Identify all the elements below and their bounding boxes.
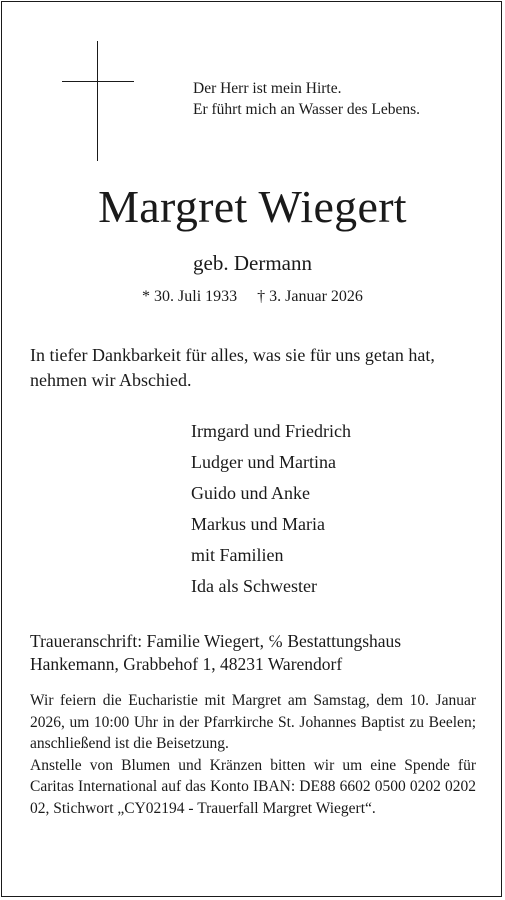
maiden-name: geb. Dermann (193, 251, 312, 275)
mourner-entry: Ida als Schwester (191, 576, 317, 596)
mourner-entry: Markus und Maria (191, 514, 325, 534)
cross-horizontal-bar (62, 81, 134, 82)
farewell-intro: In tiefer Dankbarkeit für alles, was sie für uns getan hat, nehmen wir Abschied. (30, 345, 435, 390)
address-line-1: Traueranschrift: Familie Wiegert, ℅ Bestattungshaus (30, 631, 402, 651)
deceased-name: Margret Wiegert (98, 181, 407, 232)
service-info (30, 690, 476, 819)
life-dates (0, 286, 505, 308)
cross-vertical-bar (97, 41, 98, 161)
birth-date: * 30. Juli 1933 (142, 288, 238, 305)
mourner-entry: mit Familien (191, 545, 284, 565)
mourning-address (30, 630, 480, 676)
mourners-list (191, 416, 351, 602)
address-line-2: Hankemann, Grabbehof 1, 48231 Warendorf (30, 654, 343, 674)
mourner-entry: Guido und Anke (191, 483, 310, 503)
verse-line-2: Er führt mich an Wasser des Lebens. (193, 101, 421, 118)
verse-line-1: Der Herr ist mein Hirte. (193, 80, 342, 97)
mourner-entry: Ludger und Martina (191, 452, 336, 472)
service-text: Wir feiern die Eucharistie mit Margret am Samstag, dem 10. Januar 2026, um 10:00 Uhr in der Pfarrkirche St. Johannes Baptist zu Beelen; anschließend ist die Beisetzung. (30, 692, 476, 752)
death-date: † 3. Januar 2026 (257, 288, 363, 305)
donation-text: Anstelle von Blumen und Kränzen bitten wir um eine Spende für Caritas International auf das Konto IBAN: DE88 6602 0500 0202 0202 02, Stichwort „CY02194 - Trauerfall Margret Wiegert“. (30, 756, 476, 817)
bible-verse (193, 78, 420, 120)
mourner-entry: Irmgard und Friedrich (191, 421, 351, 441)
